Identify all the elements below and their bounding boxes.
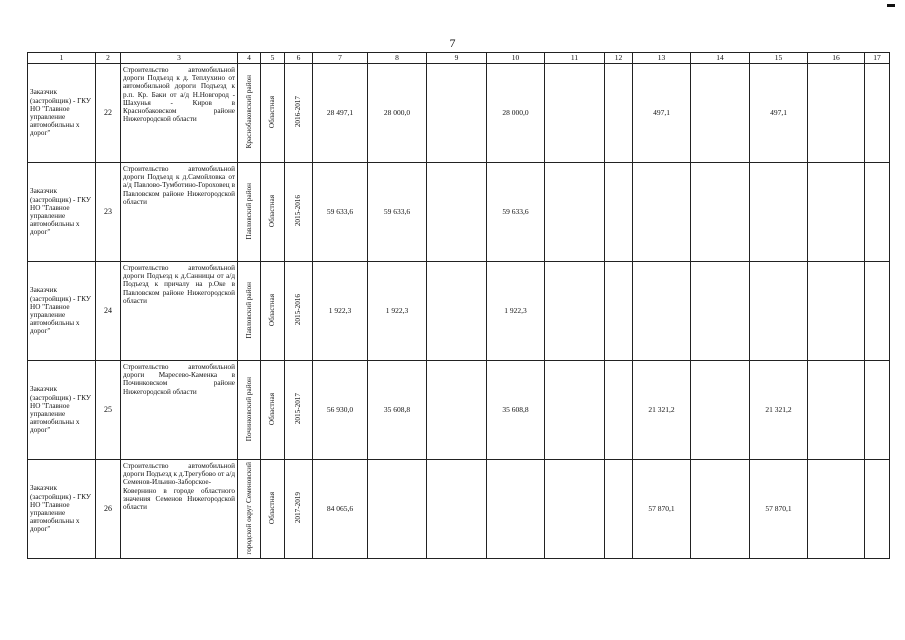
column-header-14: 14 [691, 53, 750, 64]
value-cell-col-10 [487, 460, 545, 559]
row-number-cell-text: 23 [104, 206, 112, 216]
column-header-8: 8 [368, 53, 427, 64]
value-cell-col-13 [633, 163, 691, 262]
customer-cell-text: Заказчик (застройщик) - ГКУ НО "Главное управление автомобильны х дорог" [30, 385, 92, 435]
object-name-cell [121, 460, 238, 559]
row-number-cell [96, 163, 121, 262]
value-cell-col-15: 497,1 [750, 64, 808, 163]
value-cell-col-10: 35 608,8 [487, 361, 545, 460]
value-cell-col-9 [427, 64, 487, 163]
district-cell [238, 163, 261, 262]
value-cell-col-12 [605, 361, 633, 460]
value-cell-col-12 [605, 262, 633, 361]
column-header-2: 2 [96, 53, 121, 64]
budget-cell [261, 361, 285, 460]
column-header-3: 3 [121, 53, 238, 64]
value-cell-col-15: 57 870,1 [750, 460, 808, 559]
value-cell-col-9 [427, 361, 487, 460]
data-table [27, 52, 890, 559]
value-cell-col-16 [808, 64, 865, 163]
object-name-cell-text: Строительство автомобильной дороги Подъезд к д. Теплухино от автомобильной дороги Подъезд к р.п. Кр. Баки от а/д Н.Новгород - Шахунья - Киров в Краснобаковском районе Нижегородской области [123, 66, 235, 124]
period-cell [285, 64, 313, 163]
object-name-cell [121, 163, 238, 262]
value-cell-col-14 [691, 460, 750, 559]
row-number-cell-text: 22 [104, 107, 112, 117]
value-cell-col-17 [865, 64, 890, 163]
district-cell-text: Павловский район [244, 182, 253, 240]
value-cell-col-13: 57 870,1 [633, 460, 691, 559]
value-cell-col-7: 28 497,1 [313, 64, 368, 163]
row-number-cell-text: 25 [104, 404, 112, 414]
row-number-cell-text: 24 [104, 305, 112, 315]
value-cell-col-8 [368, 460, 427, 559]
table-row [28, 163, 890, 262]
column-header-16: 16 [808, 53, 865, 64]
district-cell [238, 361, 261, 460]
object-name-cell-text: Строительство автомобильной дороги Подъезд к д.Самойловка от а/д Павлово-Тумботино-Гороховец в Павловском районе Нижегородской области [123, 165, 235, 206]
value-cell-col-11 [545, 460, 605, 559]
value-cell-col-7: 84 065,6 [313, 460, 368, 559]
district-cell-text: Починковский район [244, 376, 253, 442]
row-number-cell [96, 262, 121, 361]
period-cell-text: 2015-2017 [294, 393, 302, 425]
row-number-cell [96, 64, 121, 163]
value-cell-col-17 [865, 262, 890, 361]
value-cell-col-17 [865, 163, 890, 262]
district-cell-text: Павловский район [244, 281, 253, 339]
value-cell-col-14 [691, 64, 750, 163]
column-header-17: 17 [865, 53, 890, 64]
value-cell-col-10: 59 633,6 [487, 163, 545, 262]
budget-cell [261, 64, 285, 163]
value-cell-col-12 [605, 460, 633, 559]
value-cell-col-14 [691, 361, 750, 460]
table-row [28, 64, 890, 163]
period-cell-text: 2016-2017 [294, 96, 302, 128]
value-cell-col-17 [865, 361, 890, 460]
value-cell-col-12 [605, 163, 633, 262]
value-cell-col-11 [545, 163, 605, 262]
period-cell-text: 2017-2019 [294, 492, 302, 524]
value-cell-col-16 [808, 460, 865, 559]
customer-cell [28, 460, 96, 559]
district-cell [238, 64, 261, 163]
column-header-15: 15 [750, 53, 808, 64]
district-cell [238, 262, 261, 361]
period-cell-text: 2015-2016 [294, 294, 302, 326]
column-header-13: 13 [633, 53, 691, 64]
value-cell-col-11 [545, 262, 605, 361]
table-row [28, 262, 890, 361]
column-header-7: 7 [313, 53, 368, 64]
value-cell-col-13 [633, 262, 691, 361]
value-cell-col-8: 28 000,0 [368, 64, 427, 163]
value-cell-col-8: 35 608,8 [368, 361, 427, 460]
customer-cell [28, 163, 96, 262]
customer-cell [28, 64, 96, 163]
period-cell [285, 460, 313, 559]
period-cell-text: 2015-2016 [294, 195, 302, 227]
customer-cell-text: Заказчик (застройщик) - ГКУ НО "Главное управление автомобильны х дорог" [30, 88, 92, 138]
value-cell-col-10: 1 922,3 [487, 262, 545, 361]
value-cell-col-16 [808, 262, 865, 361]
value-cell-col-15: 21 321,2 [750, 361, 808, 460]
object-name-cell-text: Строительство автомобильной дороги Маресево-Каменка в Починковском районе Нижегородской области [123, 363, 235, 396]
value-cell-col-15 [750, 262, 808, 361]
value-cell-col-11 [545, 361, 605, 460]
value-cell-col-7: 56 930,0 [313, 361, 368, 460]
object-name-cell [121, 64, 238, 163]
district-cell [238, 460, 261, 559]
customer-cell-text: Заказчик (застройщик) - ГКУ НО "Главное управление автомобильны х дорог" [30, 187, 92, 237]
value-cell-col-8: 1 922,3 [368, 262, 427, 361]
value-cell-col-9 [427, 163, 487, 262]
customer-cell [28, 361, 96, 460]
object-name-cell-text: Строительство автомобильной дороги Подъезд к д.Санницы от а/д Подъезд к причалу на р.Оке в Павловском районе Нижегородской области [123, 264, 235, 305]
object-name-cell [121, 262, 238, 361]
budget-cell-text: Областная [268, 491, 276, 524]
row-number-cell [96, 460, 121, 559]
district-cell-text: городской округ Семеновский [244, 461, 253, 555]
value-cell-col-7: 59 633,6 [313, 163, 368, 262]
period-cell [285, 361, 313, 460]
column-header-10: 10 [487, 53, 545, 64]
budget-cell [261, 163, 285, 262]
value-cell-col-13: 21 321,2 [633, 361, 691, 460]
budget-cell [261, 460, 285, 559]
value-cell-col-14 [691, 163, 750, 262]
column-header-12: 12 [605, 53, 633, 64]
column-header-11: 11 [545, 53, 605, 64]
value-cell-col-16 [808, 361, 865, 460]
value-cell-col-10: 28 000,0 [487, 64, 545, 163]
header-row [28, 53, 890, 64]
row-number-cell [96, 361, 121, 460]
page-number: 7 [449, 36, 456, 50]
value-cell-col-15 [750, 163, 808, 262]
object-name-cell [121, 361, 238, 460]
customer-cell [28, 262, 96, 361]
customer-cell-text: Заказчик (застройщик) - ГКУ НО "Главное управление автомобильны х дорог" [30, 484, 92, 534]
customer-cell-text: Заказчик (застройщик) - ГКУ НО "Главное управление автомобильны х дорог" [30, 286, 92, 336]
value-cell-col-13: 497,1 [633, 64, 691, 163]
table-row [28, 460, 890, 559]
value-cell-col-9 [427, 262, 487, 361]
budget-cell-text: Областная [268, 95, 276, 128]
value-cell-col-8: 59 633,6 [368, 163, 427, 262]
column-header-5: 5 [261, 53, 285, 64]
budget-cell-text: Областная [268, 392, 276, 425]
row-number-cell-text: 26 [104, 503, 112, 513]
value-cell-col-11 [545, 64, 605, 163]
budget-cell [261, 262, 285, 361]
period-cell [285, 262, 313, 361]
value-cell-col-16 [808, 163, 865, 262]
object-name-cell-text: Строительство автомобильной дороги Подъезд к д.Трегубово от а/д Семенов-Ильино-Заборское-Ковернино в городе областного значения Семенов Нижегородской области [123, 462, 235, 512]
value-cell-col-9 [427, 460, 487, 559]
corner-mark [887, 4, 895, 7]
column-header-9: 9 [427, 53, 487, 64]
table-row [28, 361, 890, 460]
column-header-4: 4 [238, 53, 261, 64]
district-cell-text: Краснобаковский район [244, 75, 253, 149]
value-cell-col-7: 1 922,3 [313, 262, 368, 361]
period-cell [285, 163, 313, 262]
budget-cell-text: Областная [268, 194, 276, 227]
budget-cell-text: Областная [268, 293, 276, 326]
column-header-1: 1 [28, 53, 96, 64]
column-header-6: 6 [285, 53, 313, 64]
value-cell-col-12 [605, 64, 633, 163]
value-cell-col-14 [691, 262, 750, 361]
value-cell-col-17 [865, 460, 890, 559]
